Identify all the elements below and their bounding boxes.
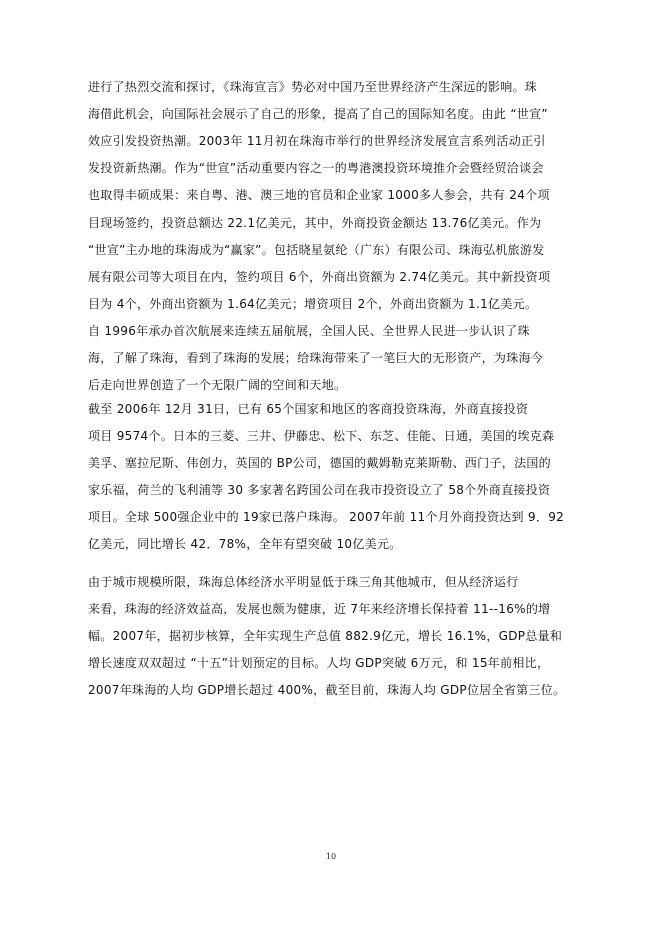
text-line: 截至 2006年 12月 31日，已有 65个国家和地区的客商投资珠海，外商直接投资 (88, 402, 529, 416)
text-line: 家乐福，荷兰的飞利浦等 30 多家著名跨国公司在我市投资设立了 58个外商直接投资 (88, 483, 551, 497)
text-line: 来看，珠海的经济效益高，发展也颇为健康，近 7年来经济增长保持着 11--16%的增 (88, 602, 551, 616)
text-line: 美孚、塞拉尼斯、伟创力，英国的 BP公司，德国的戴姆勒克莱斯勒、西门子，法国的 (88, 456, 551, 470)
text-line: 项目。全球 500强企业中的 19家已落户珠海。 2007年前 11个月外商投资达到 9．92 (88, 510, 565, 524)
text-line: 目现场签约，投资总额达 22.1亿美元，其中，外商投资金额达 13.76亿美元。作为 (88, 216, 542, 230)
text-line: 增长速度双双超过 “十五”计划预定的目标。人均 GDP突破 6万元，和 15年前相比， (88, 656, 550, 670)
text-line: 幅。2007年，据初步核算，全年实现生产总值 882.9亿元，增长 16.1%，GDP总量和 (88, 629, 563, 643)
text-line: 2007年珠海的人均 GDP增长超过 400%，截至目前，珠海人均 GDP位居全省第三位。 (88, 683, 566, 697)
text-line: 海，了解了珠海，看到了珠海的发展；给珠海带来了一笔巨大的无形资产，为珠海今 (88, 351, 544, 365)
text-line: 进行了热烈交流和探讨，《珠海宣言》势必对中国乃至世界经济产生深远的影响。珠 (88, 80, 538, 94)
text-line: 亿美元，同比增长 42．78%，全年有望突破 10亿美元。 (88, 537, 402, 551)
text-line: 效应引发投资热潮。2003年 11月初在珠海市举行的世界经济发展宣言系列活动正引 (88, 134, 546, 148)
text-line: 海借此机会，向国际社会展示了自己的形象，提高了自己的国际知名度。由此 “世宣” (88, 107, 548, 121)
text-line: 项目 9574个。日本的三菱、三井、伊藤忠、松下、东芝、佳能、日通，美国的埃克森 (88, 429, 555, 443)
text-line: 由于城市规模所限，珠海总体经济水平明显低于珠三角其他城市，但从经济运行 (88, 575, 519, 589)
text-line: 自 1996年承办首次航展来连续五届航展，全国人民、全世界人民进一步认识了珠 (88, 324, 530, 338)
text-line: “世宣”主办地的珠海成为“赢家”。包括晓星氨纶（广东）有限公司、珠海弘机旅游发 (88, 243, 545, 257)
text-line: 展有限公司等大项目在内，签约项目 6个，外商出资额为 2.74亿美元。其中新投资项 (88, 270, 551, 284)
text-line: 目为 4个，外商出资额为 1.64亿美元；增资项目 2个，外商出资额为 1.1亿美元。 (88, 297, 538, 311)
text-line: 也取得丰硕成果：来自粤、港、澳三地的官员和企业家 1000多人参会，共有 24个项 (88, 188, 550, 202)
text-line: 发投资新热潮。作为“世宣”活动重要内容之一的粤港澳投资环境推介会暨经贸洽谈会 (88, 161, 544, 175)
page-number: 10 (325, 852, 337, 861)
text-line: 后走向世界创造了一个无限广阔的空间和天地。 (88, 378, 347, 392)
